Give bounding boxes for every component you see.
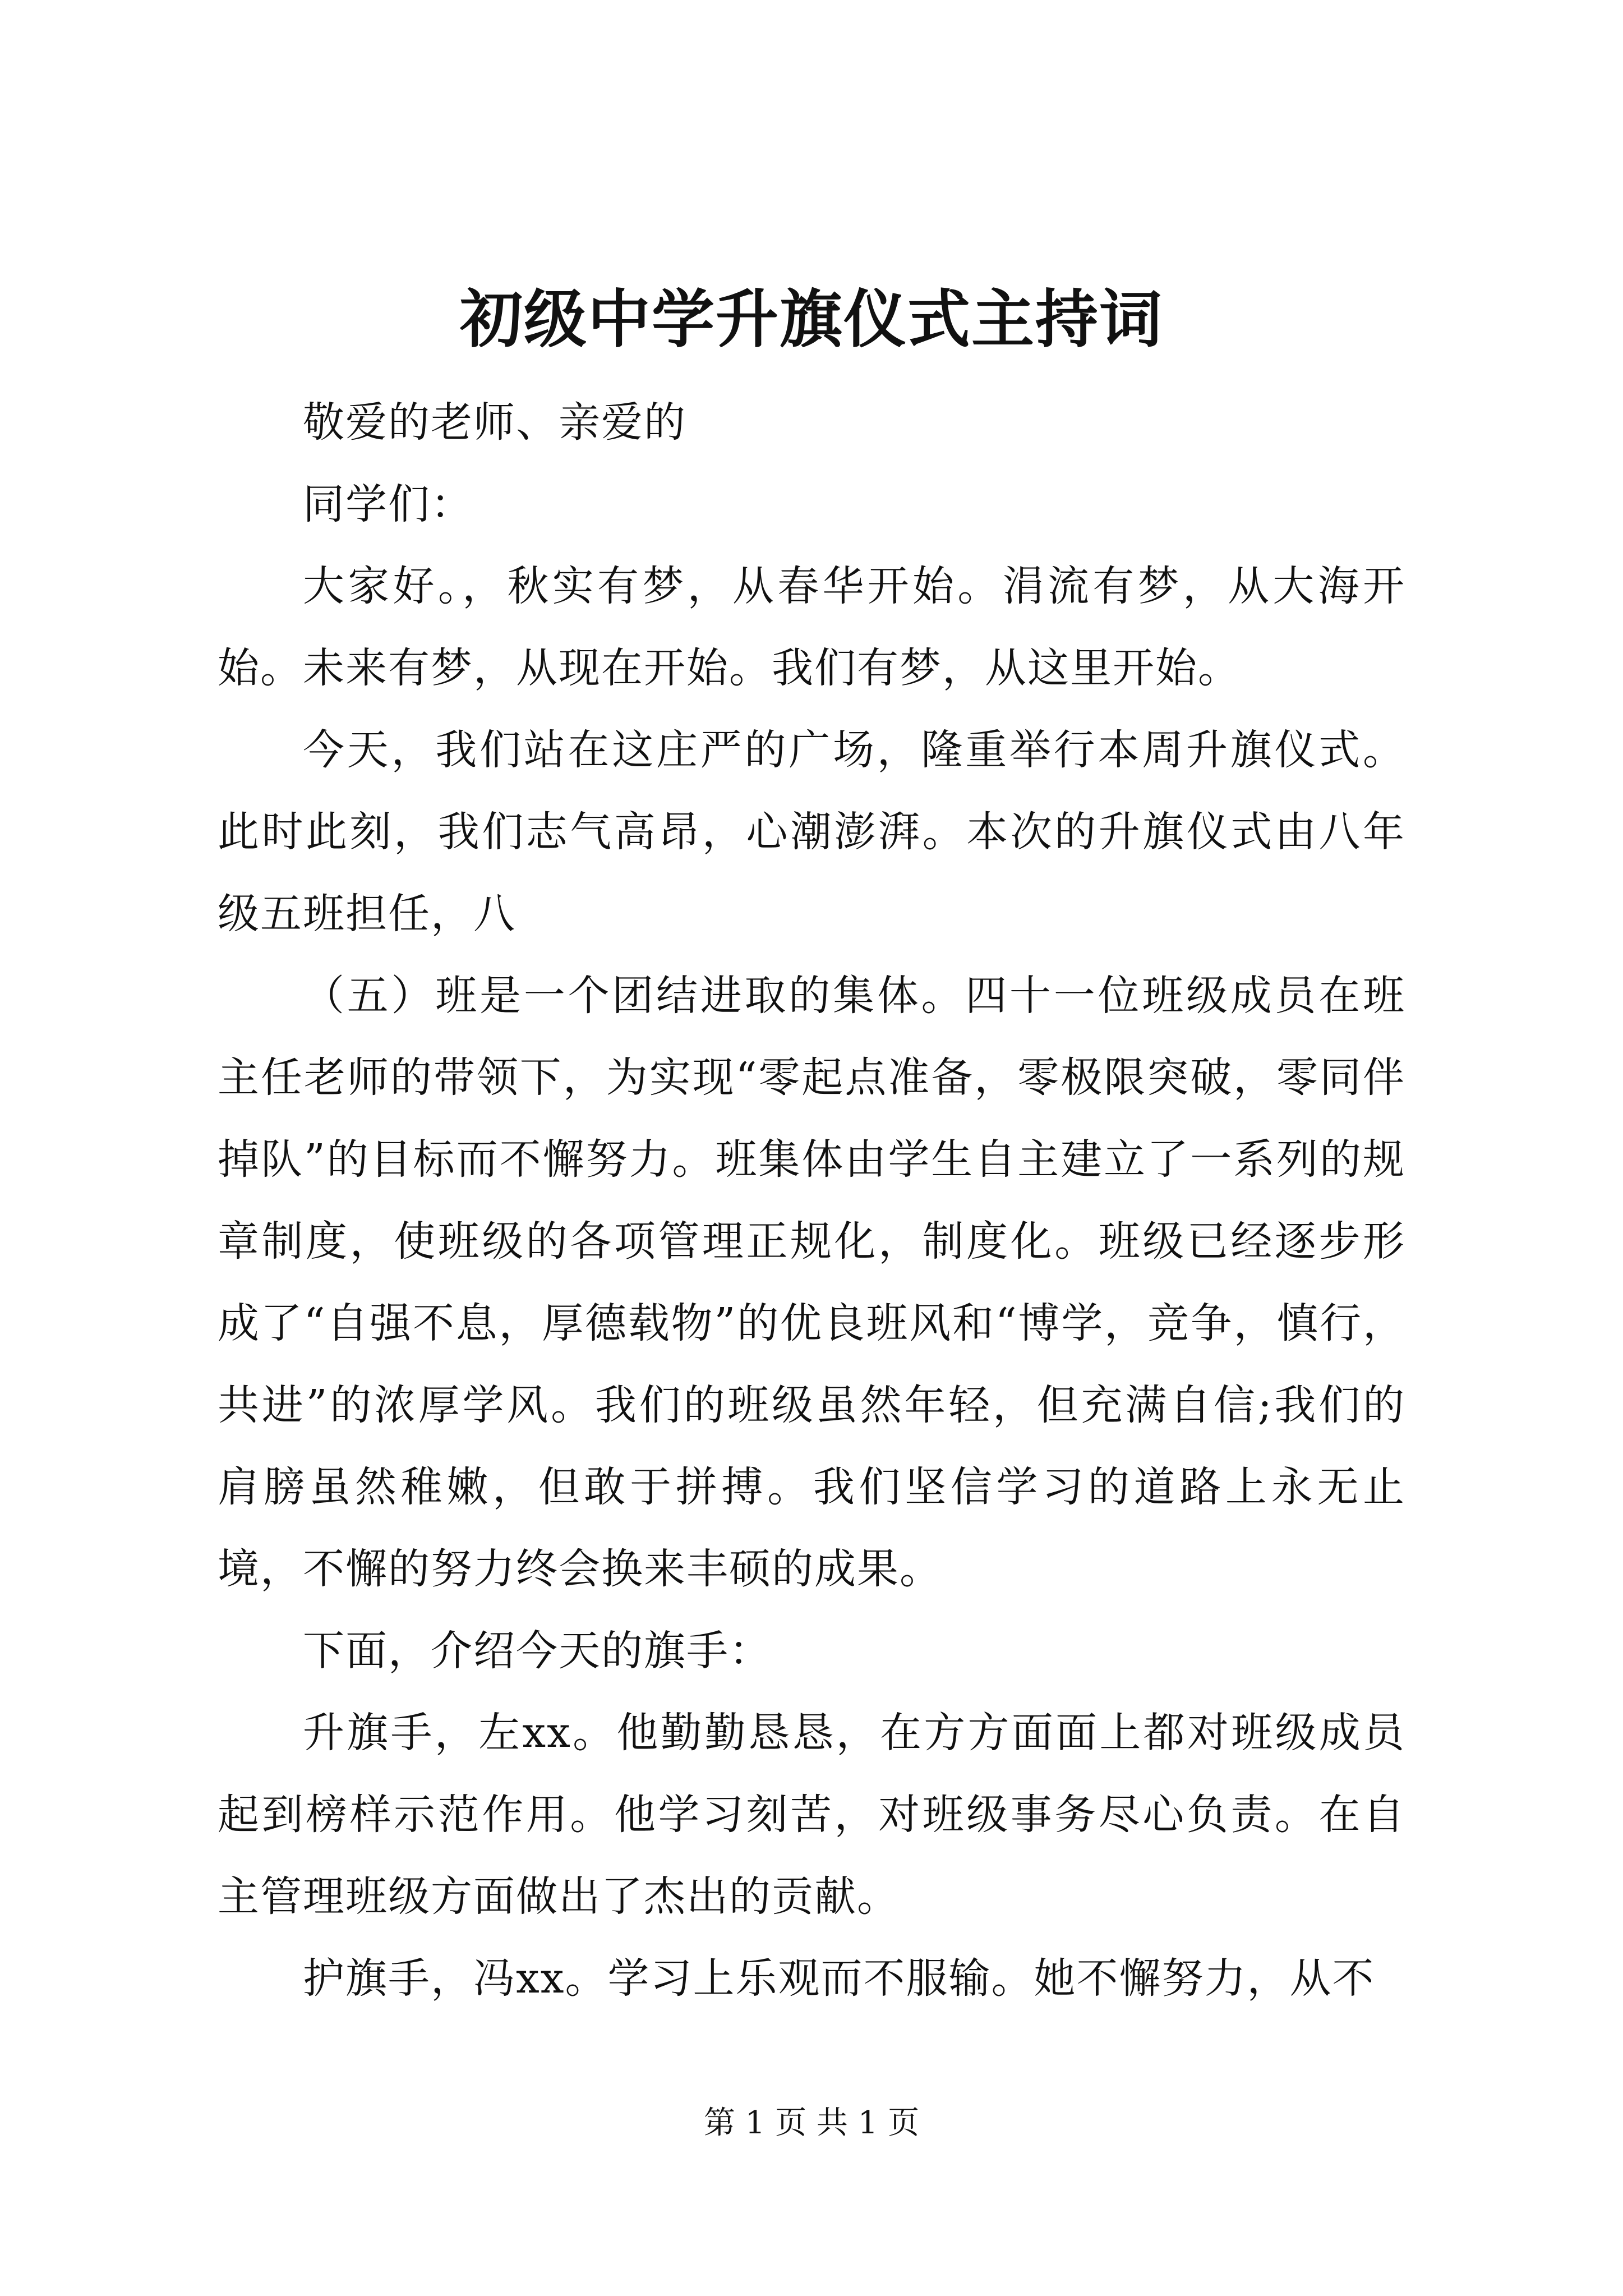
paragraph-ceremony-intro: 今天，我们站在这庄严的广场，隆重举行本周升旗仪式。此时此刻，我们志气高昂，心潮澎湃。本次的升旗仪式由八年级五班担任，八 <box>218 726 1405 938</box>
document-body <box>218 381 1405 2019</box>
document-title: 初级中学升旗仪式主持词 <box>460 283 1163 356</box>
paragraph-flag-guard: 护旗手，冯xx。学习上乐观而不服输。她不懈努力，从不 <box>303 1954 1375 2003</box>
page-number-footer: 第 1 页 共 1 页 <box>703 2105 920 2141</box>
salutation-line: 敬爱的老师、亲爱的 <box>303 398 686 447</box>
paragraph-greeting: 大家好。，秋实有梦，从春华开始。涓流有梦，从大海开始。未来有梦，从现在开始。我们有梦，从这里开始。 <box>218 562 1405 692</box>
paragraph-class-intro: （五）班是一个团结进取的集体。四十一位班级成员在班主任老师的带领下，为实现“零起点准备，零极限突破，零同伴掉队”的目标而不懈努力。班集体由学生自主建立了一系列的规章制度，使班级的各项管理正规化，制度化。班级已经逐步形成了“自强不息，厚德载物”的优良班风和“博学，竞争，慎行，共进”的浓厚学风。我们的班级虽然年轻，但充满自信;我们的肩膀虽然稚嫩，但敢于拼搏。我们坚信学习的道路上永无止境，不懈的努力终会换来丰硕的成果。 <box>218 972 1405 1593</box>
paragraph-flag-bearers-intro: 下面，介绍今天的旗手： <box>303 1627 772 1675</box>
paragraph-flag-raiser: 升旗手，左xx。他勤勤恳恳，在方方面面上都对班级成员起到榜样示范作用。他学习刻苦，对班级事务尽心负责。在自主管理班级方面做出了杰出的贡献。 <box>218 1709 1405 1921</box>
salutation-line-2: 同学们： <box>303 480 473 528</box>
